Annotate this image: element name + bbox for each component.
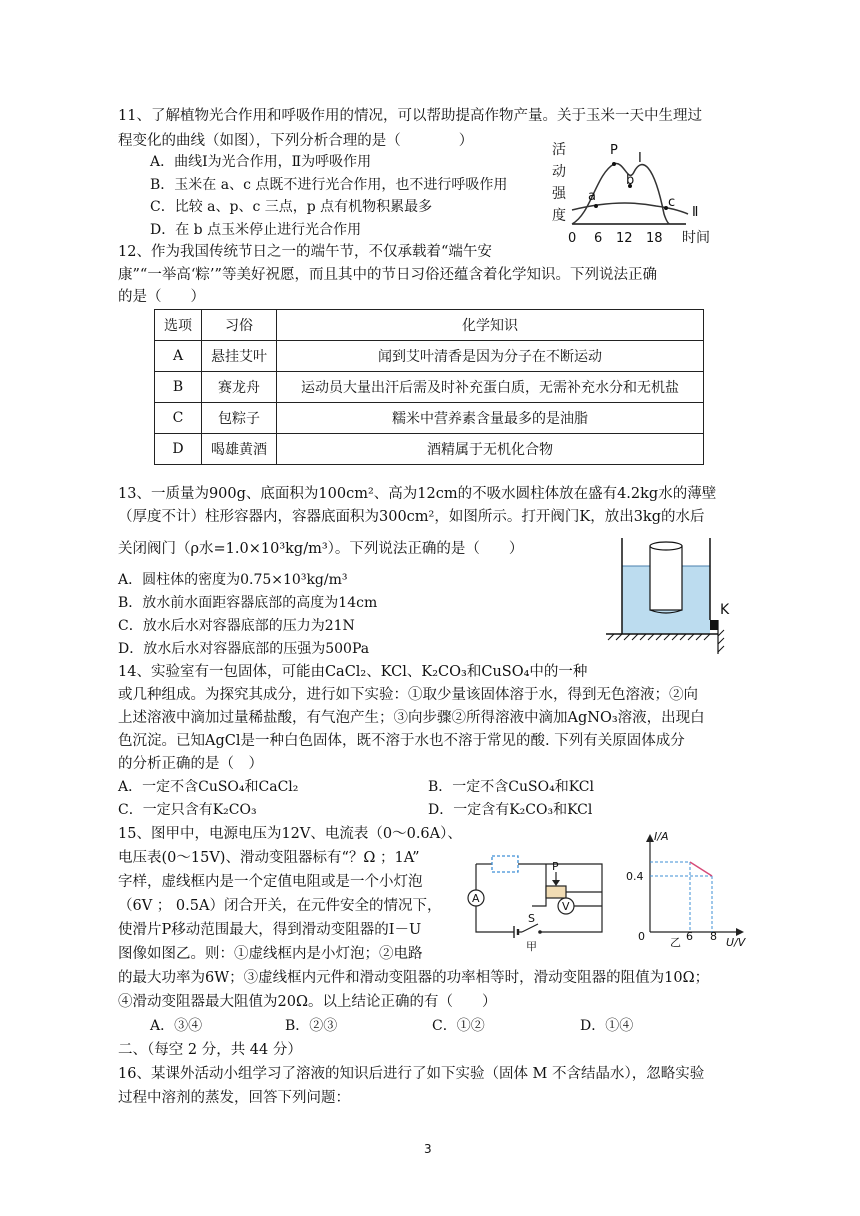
q13-valve-label: K [720, 602, 730, 618]
cell-option: A [155, 341, 202, 372]
q15-rheostat [546, 886, 566, 898]
q11-xlabel: 时间 [682, 230, 710, 246]
header-knowledge: 化学知识 [277, 310, 704, 341]
q11-label-a: a [588, 189, 596, 204]
table-row [155, 372, 704, 403]
q15-slider-label: P [552, 860, 559, 873]
cell-custom: 赛龙舟 [202, 372, 277, 403]
q11-tick-18: 18 [646, 231, 663, 246]
q11-point-p [612, 162, 616, 166]
page-number: 3 [424, 1142, 432, 1156]
q15-graph-ylabel: I/A [654, 830, 669, 843]
q12-table [154, 309, 704, 465]
q15-switch-label: S [528, 912, 535, 925]
q13-option-a: A．圆柱体的密度为0.75×10³kg/m³ [118, 572, 348, 588]
q15-graph-x6: 6 [686, 930, 693, 943]
header-custom: 习俗 [202, 310, 277, 341]
q11-label-c: c [668, 195, 676, 210]
table-row [155, 403, 704, 434]
q13-line2: （厚度不计）柱形容器内，容器底面积为300cm²，如图所示。打开阀门K，放出3kg的水后 [118, 509, 705, 525]
q15-voltmeter-label: V [562, 900, 570, 913]
q12-line3: 的是（ ） [118, 289, 205, 305]
q11-line1: 11、了解植物光合作用和呼吸作用的情况，可以帮助提高作物产量。关于玉米一天中生理过 [118, 108, 702, 124]
cell-custom: 悬挂艾叶 [202, 341, 277, 372]
q11-option-d: D．在 b 点玉米停止进行光合作用 [150, 222, 362, 238]
header-option: 选项 [155, 310, 202, 341]
q14-line1: 14、实验室有一包固体，可能由CaCl₂、KCl、K₂CO₃和CuSO₄中的一种 [118, 664, 588, 680]
q13-option-b: B．放水前水面距容器底部的高度为14cm [118, 595, 378, 611]
cell-knowledge: 运动员大量出汗后需及时补充蛋白质，无需补充水分和无机盐 [277, 372, 704, 403]
table-row [155, 434, 704, 465]
q15-ammeter-label: A [472, 892, 480, 905]
q11-label-p: P [610, 143, 618, 158]
q13-option-c: C．放水后水对容器底部的压力为21N [118, 618, 355, 634]
q14-option-b: B．一定不含CuSO₄和KCl [428, 779, 594, 795]
section-2-heading: 二、（每空 2 分，共 44 分） [118, 1042, 302, 1058]
q11-activity-curve-figure [546, 134, 726, 246]
q11-ylabel-4: 度 [552, 208, 566, 224]
q15-circuit-figure-a [462, 844, 612, 954]
q15-dashed-box [492, 856, 518, 872]
q14-option-c: C．一定只含有K₂CO₃ [118, 802, 257, 818]
q15-line1: 15、图甲中，电源电压为12V、电流表（0～0.6A）、 [118, 826, 462, 842]
q11-tick-0: 0 [568, 231, 577, 246]
q15-iu-graph-figure-b [624, 828, 760, 948]
cell-knowledge: 酒精属于无机化合物 [277, 434, 704, 465]
q12-line2: 康”“一举高‘粽’”等美好祝愿，而且其中的节日习俗还蕴含着化学知识。下列说法正确 [118, 267, 657, 283]
cell-custom: 包粽子 [202, 403, 277, 434]
q16-line2: 过程中溶剂的蒸发，回答下列问题： [118, 1090, 350, 1106]
q15-line7: 的最大功率为6W；③虚线框内元件和滑动变阻器的功率相等时，滑动变阻器的阻值为10Ω； [118, 970, 710, 986]
q11-ylabel-1: 活 [552, 142, 566, 158]
q15-graph-origin: 0 [638, 930, 645, 943]
q13-valve [710, 620, 718, 630]
q14-line4: 色沉淀。已知AgCl是一种白色固体，既不溶于水也不溶于常见的酸. 下列有关原固体成分 [118, 733, 685, 749]
q11-tick-12: 12 [616, 231, 633, 246]
q16-line1: 16、某课外活动小组学习了溶液的知识后进行了如下实验（固体 M 不含结晶水），忽略实验 [118, 1066, 705, 1082]
cell-option: D [155, 434, 202, 465]
q15-line2: 电压表(0～15V)、滑动变阻器标有“？Ω ；1A” [118, 850, 420, 866]
q12-line1: 12、作为我国传统节日之一的端午节，不仅承载着“端午安 [118, 244, 492, 260]
q14-line3: 上述溶液中滴加过量稀盐酸，有气泡产生；③向步骤②所得溶液中滴加AgNO₃溶液，出现白 [118, 710, 705, 726]
q15-line4: （6V ； 0.5A）闭合开关，在元件安全的情况下， [118, 898, 442, 914]
q13-line3: 关闭阀门（ρ水=1.0×10³kg/m³）。下列说法正确的是（ ） [118, 541, 524, 557]
q11-tick-6: 6 [594, 231, 603, 246]
q14-option-d: D．一定含有K₂CO₃和KCl [428, 802, 593, 818]
q15-line8: ④滑动变阻器最大阻值为20Ω。以上结论正确的有（ ） [118, 994, 497, 1010]
q15-line5: 使滑片P移动范围最大，得到滑动变阻器的I－U [118, 922, 422, 938]
q14-line2: 或几种组成。为探究其成分，进行如下实验：①取少量该固体溶于水，得到无色溶液；②向 [118, 687, 698, 703]
q15-graph-xlabel: U/V [726, 936, 746, 948]
q15-figure-a-name: 甲 [526, 940, 537, 953]
cell-knowledge: 糯米中营养素含量最多的是油脂 [277, 403, 704, 434]
table-row [155, 341, 704, 372]
q11-curve-i [572, 164, 670, 224]
q13-line1: 13、一质量为900g、底面积为100cm²、高为12cm的不吸水圆柱体放在盛有4.2kg水的薄壁 [118, 486, 717, 502]
q11-option-b: B．玉米在 a、c 点既不进行光合作用，也不进行呼吸作用 [150, 177, 508, 193]
q15-option-c: C．①② [432, 1018, 485, 1034]
q14-option-a: A．一定不含CuSO₄和CaCl₂ [118, 779, 299, 795]
q15-graph-x8: 8 [710, 930, 717, 943]
table-header-row [155, 310, 704, 341]
q13-floor-hatch [608, 634, 710, 640]
q13-container-figure [600, 536, 740, 656]
q11-option-c: C．比较 a、p、c 三点，p 点有机物积累最多 [150, 199, 433, 215]
q11-option-a: A．曲线Ⅰ为光合作用，Ⅱ为呼吸作用 [150, 154, 372, 170]
q15-switch [518, 924, 538, 932]
cell-option: C [155, 403, 202, 434]
q15-iu-segment [690, 862, 712, 876]
q11-point-a [594, 204, 598, 208]
q15-option-b: B．②③ [285, 1018, 338, 1034]
q13-cylinder-top [650, 542, 682, 550]
q11-label-curve-ii: Ⅱ [692, 205, 699, 220]
q11-label-curve-i: I [638, 151, 642, 166]
q11-ylabel-3: 强 [552, 186, 566, 202]
q11-line2: 程变化的曲线（如图），下列分析合理的是（ ） [118, 133, 474, 149]
q15-figure-b-name: 乙 [670, 936, 681, 948]
q13-cylinder [650, 546, 682, 610]
q14-line5: 的分析正确的是（ ） [118, 756, 263, 772]
cell-option: B [155, 372, 202, 403]
q15-line3: 字样，虚线框内是一个定值电阻或是一个小灯泡 [118, 874, 423, 890]
q15-graph-y04: 0.4 [626, 870, 644, 883]
cell-custom: 喝雄黄酒 [202, 434, 277, 465]
cell-knowledge: 闻到艾叶清香是因为分子在不断运动 [277, 341, 704, 372]
q13-option-d: D．放水后水对容器底部的压强为500Pa [118, 641, 370, 657]
q11-ylabel-2: 动 [552, 164, 566, 180]
q11-label-b: b [626, 173, 635, 188]
q15-option-a: A．③④ [150, 1018, 203, 1034]
q15-line6: 图像如图乙。则：①虚线框内是小灯泡；②电路 [118, 946, 423, 962]
q15-option-d: D．①④ [580, 1018, 634, 1034]
